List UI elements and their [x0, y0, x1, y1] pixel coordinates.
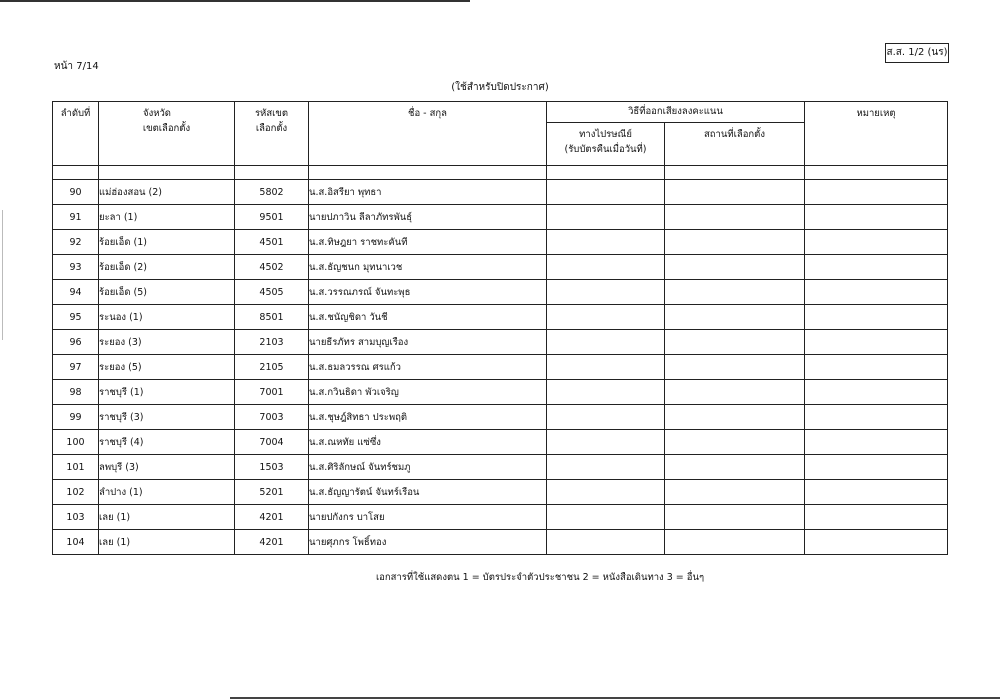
posting-notice: (ใช้สำหรับปิดประกาศ) [451, 82, 549, 93]
row-postal-cell [547, 230, 665, 255]
voter-roster-table [52, 101, 948, 555]
row-remarks-cell [805, 530, 948, 555]
col-remarks-header: หมายเหตุ [805, 102, 948, 166]
row-province: ระยอง (5) [99, 355, 235, 380]
row-order-no: 101 [53, 455, 99, 480]
row-postal-cell [547, 255, 665, 280]
spacer-cell [309, 166, 547, 180]
spacer-cell [53, 166, 99, 180]
row-district-code: 4505 [235, 280, 309, 305]
row-province: เลย (1) [99, 505, 235, 530]
row-order-no: 97 [53, 355, 99, 380]
spacer-cell [99, 166, 235, 180]
row-district-code: 1503 [235, 455, 309, 480]
form-code-box: ส.ส. 1/2 (นร) [885, 43, 949, 63]
row-remarks-cell [805, 480, 948, 505]
row-province: ราชบุรี (3) [99, 405, 235, 430]
row-candidate-name: น.ส.วรรณภรณ์ จันทะพุธ [309, 280, 547, 305]
row-district-code: 4501 [235, 230, 309, 255]
row-candidate-name: น.ส.ธัญชนก มุทนาเวช [309, 255, 547, 280]
row-order-no: 93 [53, 255, 99, 280]
row-candidate-name: น.ส.ชนัญชิดา วันชี [309, 305, 547, 330]
row-postal-cell [547, 180, 665, 205]
row-candidate-name: น.ส.ทิษฎยา ราชทะคันที [309, 230, 547, 255]
row-order-no: 99 [53, 405, 99, 430]
col-district-code-header: รหัสเขต เลือกตั้ง [235, 102, 309, 166]
row-postal-cell [547, 305, 665, 330]
row-postal-cell [547, 205, 665, 230]
col-voting-method-header: วิธีที่ออกเสียงลงคะแนน [547, 102, 805, 123]
row-province: ราชบุรี (1) [99, 380, 235, 405]
row-postal-cell [547, 455, 665, 480]
row-candidate-name: น.ส.ศิริลักษณ์ จันทร์ชมภู [309, 455, 547, 480]
row-postal-cell [547, 480, 665, 505]
col-name-header: ชื่อ - สกุล [309, 102, 547, 166]
row-postal-cell [547, 530, 665, 555]
row-district-code: 2105 [235, 355, 309, 380]
row-station-cell [665, 305, 805, 330]
spacer-cell [665, 166, 805, 180]
row-candidate-name: นายธีรภัทร สามบุญเรือง [309, 330, 547, 355]
table-row [53, 330, 948, 355]
col-polling-station-header: สถานที่เลือกตั้ง [665, 123, 805, 166]
row-province: ราชบุรี (4) [99, 430, 235, 455]
row-province: ระนอง (1) [99, 305, 235, 330]
row-candidate-name: น.ส.ธมลวรรณ ศรแก้ว [309, 355, 547, 380]
row-order-no: 104 [53, 530, 99, 555]
table-row [53, 455, 948, 480]
row-remarks-cell [805, 505, 948, 530]
scan-edge-bottom [230, 697, 1000, 699]
row-postal-cell [547, 505, 665, 530]
row-order-no: 100 [53, 430, 99, 455]
row-station-cell [665, 405, 805, 430]
scan-edge-left [2, 210, 3, 340]
row-province: ร้อยเอ็ด (2) [99, 255, 235, 280]
row-province: ร้อยเอ็ด (1) [99, 230, 235, 255]
row-remarks-cell [805, 305, 948, 330]
row-candidate-name: น.ส.กวินธิดา พัวเจริญ [309, 380, 547, 405]
row-order-no: 90 [53, 180, 99, 205]
row-candidate-name: น.ส.ชุษฎ์สิทธา ประพฤติ [309, 405, 547, 430]
row-station-cell [665, 230, 805, 255]
row-district-code: 9501 [235, 205, 309, 230]
table-row [53, 255, 948, 280]
row-postal-cell [547, 405, 665, 430]
page-number: หน้า 7/14 [54, 61, 99, 72]
row-district-code: 2103 [235, 330, 309, 355]
row-province: ลำปาง (1) [99, 480, 235, 505]
row-district-code: 7001 [235, 380, 309, 405]
row-station-cell [665, 430, 805, 455]
row-province: ยะลา (1) [99, 205, 235, 230]
row-province: แม่ฮ่องสอน (2) [99, 180, 235, 205]
row-station-cell [665, 480, 805, 505]
row-postal-cell [547, 280, 665, 305]
row-province: ระยอง (3) [99, 330, 235, 355]
row-station-cell [665, 530, 805, 555]
scan-edge-top [0, 0, 470, 2]
row-district-code: 8501 [235, 305, 309, 330]
roster-body [53, 180, 948, 555]
row-district-code: 5201 [235, 480, 309, 505]
row-candidate-name: นายศุภกร โพธิ์ทอง [309, 530, 547, 555]
row-candidate-name: นายปกังกร บาโสย [309, 505, 547, 530]
row-order-no: 94 [53, 280, 99, 305]
row-station-cell [665, 505, 805, 530]
table-row [53, 430, 948, 455]
row-remarks-cell [805, 280, 948, 305]
row-postal-cell [547, 355, 665, 380]
row-station-cell [665, 380, 805, 405]
row-remarks-cell [805, 380, 948, 405]
spacer-cell [805, 166, 948, 180]
col-order-header: ลำดับที่ [53, 102, 99, 166]
row-candidate-name: น.ส.ธัญญารัตน์ จันทร์เรือน [309, 480, 547, 505]
row-remarks-cell [805, 455, 948, 480]
row-candidate-name: น.ส.ณหทัย แซ่ซึ่ง [309, 430, 547, 455]
row-province: เลย (1) [99, 530, 235, 555]
row-station-cell [665, 330, 805, 355]
row-station-cell [665, 255, 805, 280]
row-candidate-name: น.ส.อิสรียา พุทธา [309, 180, 547, 205]
row-order-no: 103 [53, 505, 99, 530]
row-station-cell [665, 180, 805, 205]
row-district-code: 4502 [235, 255, 309, 280]
col-postal-header: ทางไปรษณีย์ (รับบัตรคืนเมื่อวันที่) [547, 123, 665, 166]
table-row [53, 280, 948, 305]
table-row [53, 380, 948, 405]
row-remarks-cell [805, 405, 948, 430]
spacer-cell [235, 166, 309, 180]
table-row [53, 480, 948, 505]
row-district-code: 4201 [235, 530, 309, 555]
row-postal-cell [547, 430, 665, 455]
table-row [53, 530, 948, 555]
row-order-no: 95 [53, 305, 99, 330]
table-row [53, 355, 948, 380]
row-station-cell [665, 455, 805, 480]
col-province-header: จังหวัด เขตเลือกตั้ง [99, 102, 235, 166]
table-row [53, 305, 948, 330]
id-document-footnote: เอกสารที่ใช้แสดงตน 1 = บัตรประจำตัวประชาชน 2 = หนังสือเดินทาง 3 = อื่นๆ [375, 572, 705, 583]
row-province: ร้อยเอ็ด (5) [99, 280, 235, 305]
row-district-code: 5802 [235, 180, 309, 205]
row-province: ลพบุรี (3) [99, 455, 235, 480]
table-row [53, 205, 948, 230]
row-remarks-cell [805, 255, 948, 280]
row-remarks-cell [805, 180, 948, 205]
row-postal-cell [547, 380, 665, 405]
row-candidate-name: นายปภาวิน ลีลาภัทรพันธุ์ [309, 205, 547, 230]
spacer-cell [547, 166, 665, 180]
row-order-no: 98 [53, 380, 99, 405]
row-district-code: 7003 [235, 405, 309, 430]
row-remarks-cell [805, 355, 948, 380]
row-remarks-cell [805, 205, 948, 230]
row-remarks-cell [805, 430, 948, 455]
row-station-cell [665, 355, 805, 380]
row-order-no: 92 [53, 230, 99, 255]
row-order-no: 102 [53, 480, 99, 505]
table-row [53, 180, 948, 205]
row-remarks-cell [805, 330, 948, 355]
table-row [53, 505, 948, 530]
row-order-no: 96 [53, 330, 99, 355]
row-district-code: 4201 [235, 505, 309, 530]
row-station-cell [665, 205, 805, 230]
table-row [53, 230, 948, 255]
row-station-cell [665, 280, 805, 305]
table-row [53, 405, 948, 430]
row-district-code: 7004 [235, 430, 309, 455]
row-postal-cell [547, 330, 665, 355]
row-order-no: 91 [53, 205, 99, 230]
row-remarks-cell [805, 230, 948, 255]
